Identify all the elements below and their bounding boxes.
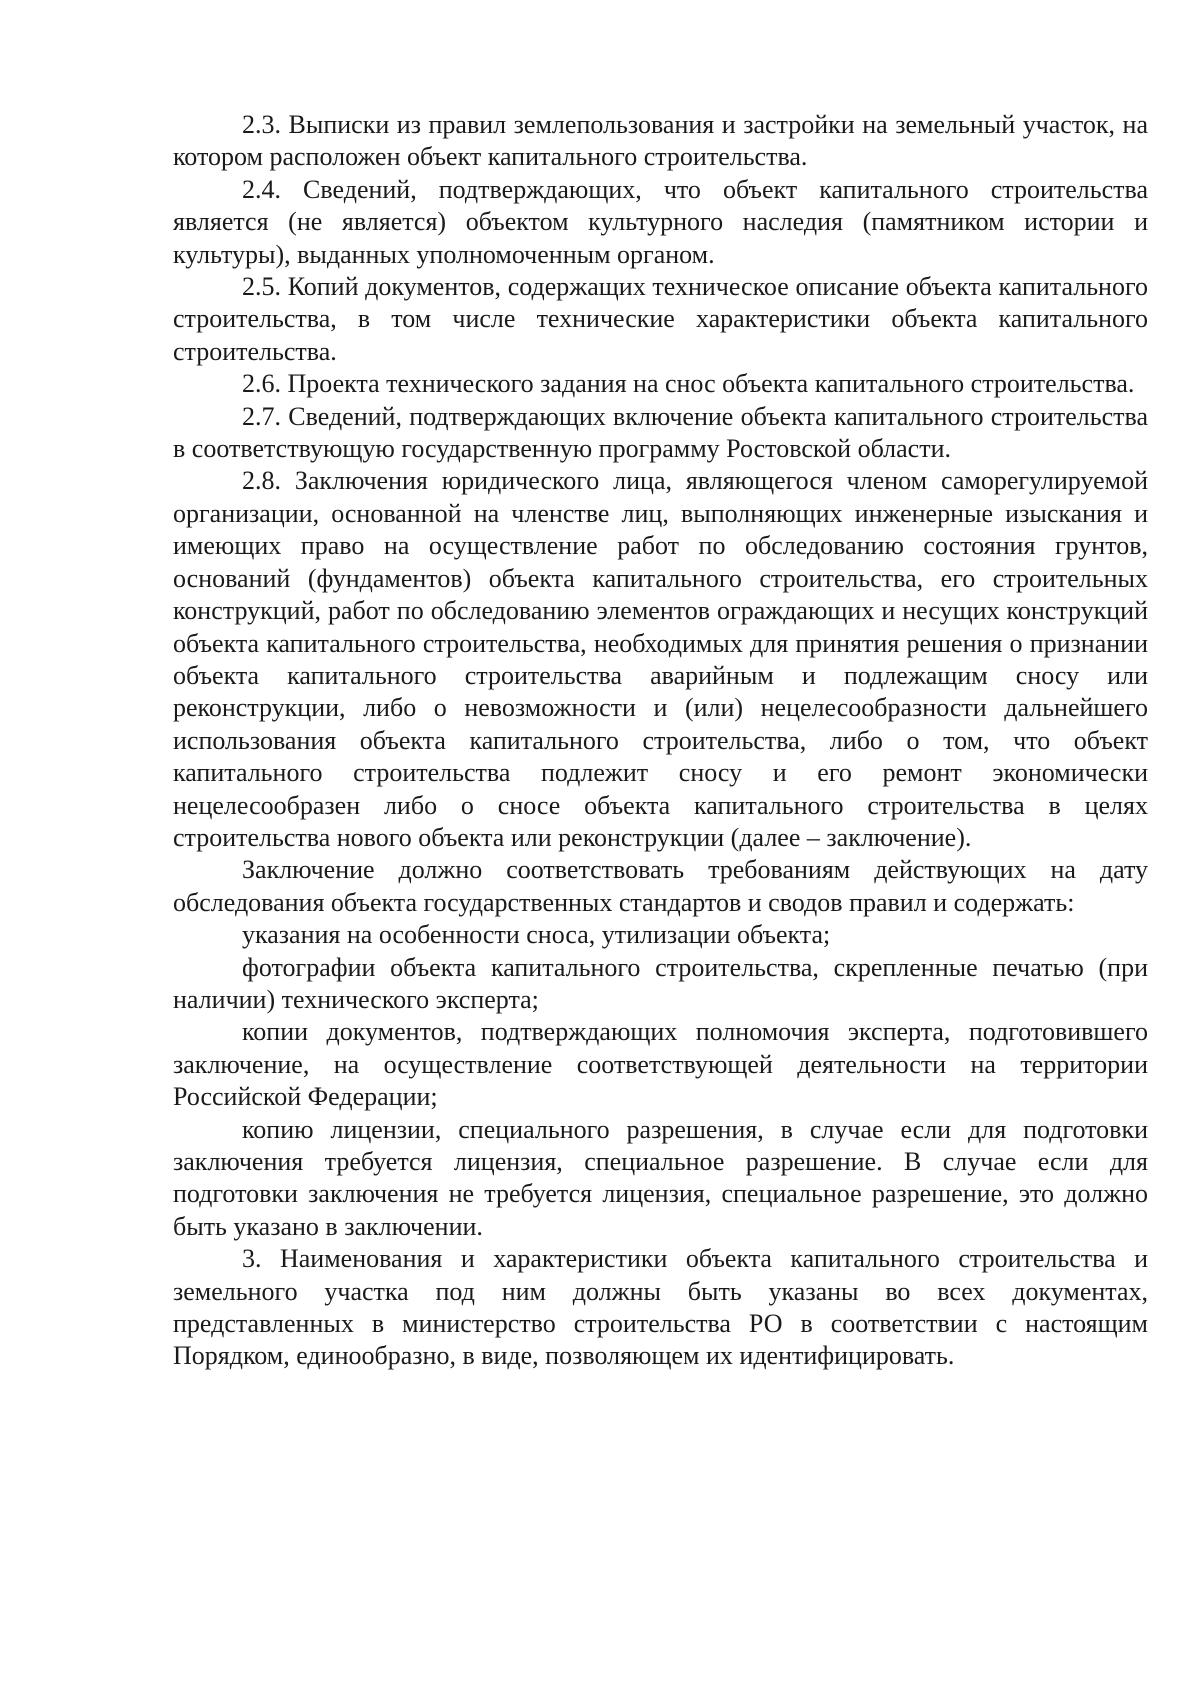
paragraph-2-3: 2.3. Выписки из правил землепользования и застройки на земельный участок, на котором расположен объект капитального строительства. [173, 110, 1148, 172]
list-item-photographs: фотографии объекта капитального строительства, скрепленные печатью (при наличии) технического эксперта; [173, 952, 1148, 1014]
list-item-expert-documents: копии документов, подтверждающих полномочия эксперта, подготовившего заключение, на осуществление соответствующей деятельности на территории Российской Федерации; [173, 1017, 1148, 1112]
document-page [173, 109, 1148, 1373]
paragraph-2-5: 2.5. Копий документов, содержащих техническое описание объекта капитального строительства, в том числе технические характеристики объекта капитального строительства. [173, 272, 1148, 366]
paragraph-3: 3. Наименования и характеристики объекта капитального строительства и земельного участка под ним должны быть указаны во всех документах, представленных в министерство строительства РО в соответствии с настоящим Порядком, единообразно, в виде, позволяющем их идентифицировать. [173, 1244, 1148, 1371]
paragraph-2-7: 2.7. Сведений, подтверждающих включение объекта капитального строительства в соответствующую государственную программу Ростовской области. [173, 401, 1148, 464]
list-item-demolition-specifics: указания на особенности сноса, утилизации объекта; [242, 920, 831, 950]
paragraph-2-4: 2.4. Сведений, подтверждающих, что объект капитального строительства является (не является) объектом культурного наследия (памятником истории и культуры), выданных уполномоченным органом. [173, 174, 1148, 269]
paragraph-2-6: 2.6. Проекта технического задания на снос объекта капитального строительства. [242, 369, 1135, 399]
list-item-license-copy: копию лицензии, специального разрешения, в случае если для подготовки заключения требуется лицензия, специальное разрешение. В случае если для подготовки заключения не требуется лицензия, специальное разрешение, это должно быть указано в заключении. [173, 1114, 1148, 1241]
paragraph-2-8: 2.8. Заключения юридического лица, являющегося членом саморегулируемой организации, основанной на членстве лиц, выполняющих инженерные изыскания и имеющих право на осуществление работ по обследованию состояния грунтов, оснований (фундаментов) объекта капитального строительства, его строительных конструкций, работ по обследованию элементов ограждающих и несущих конструкций объекта капитального строительства, необходимых для принятия решения о признании объекта капитального строительства аварийным и подлежащим сносу или реконструкции, либо о невозможности и (или) нецелесообразности дальнейшего использования объекта капитального строительства, либо о том, что объект капитального строительства подлежит сносу и его ремонт экономически нецелесообразен либо о сносе объекта капитального строительства в целях строительства нового объекта или реконструкции (далее – заключение). [173, 466, 1148, 852]
paragraph-conclusion-requirements: Заключение должно соответствовать требованиям действующих на дату обследования объекта государственных стандартов и сводов правил и содержать: [173, 855, 1148, 917]
